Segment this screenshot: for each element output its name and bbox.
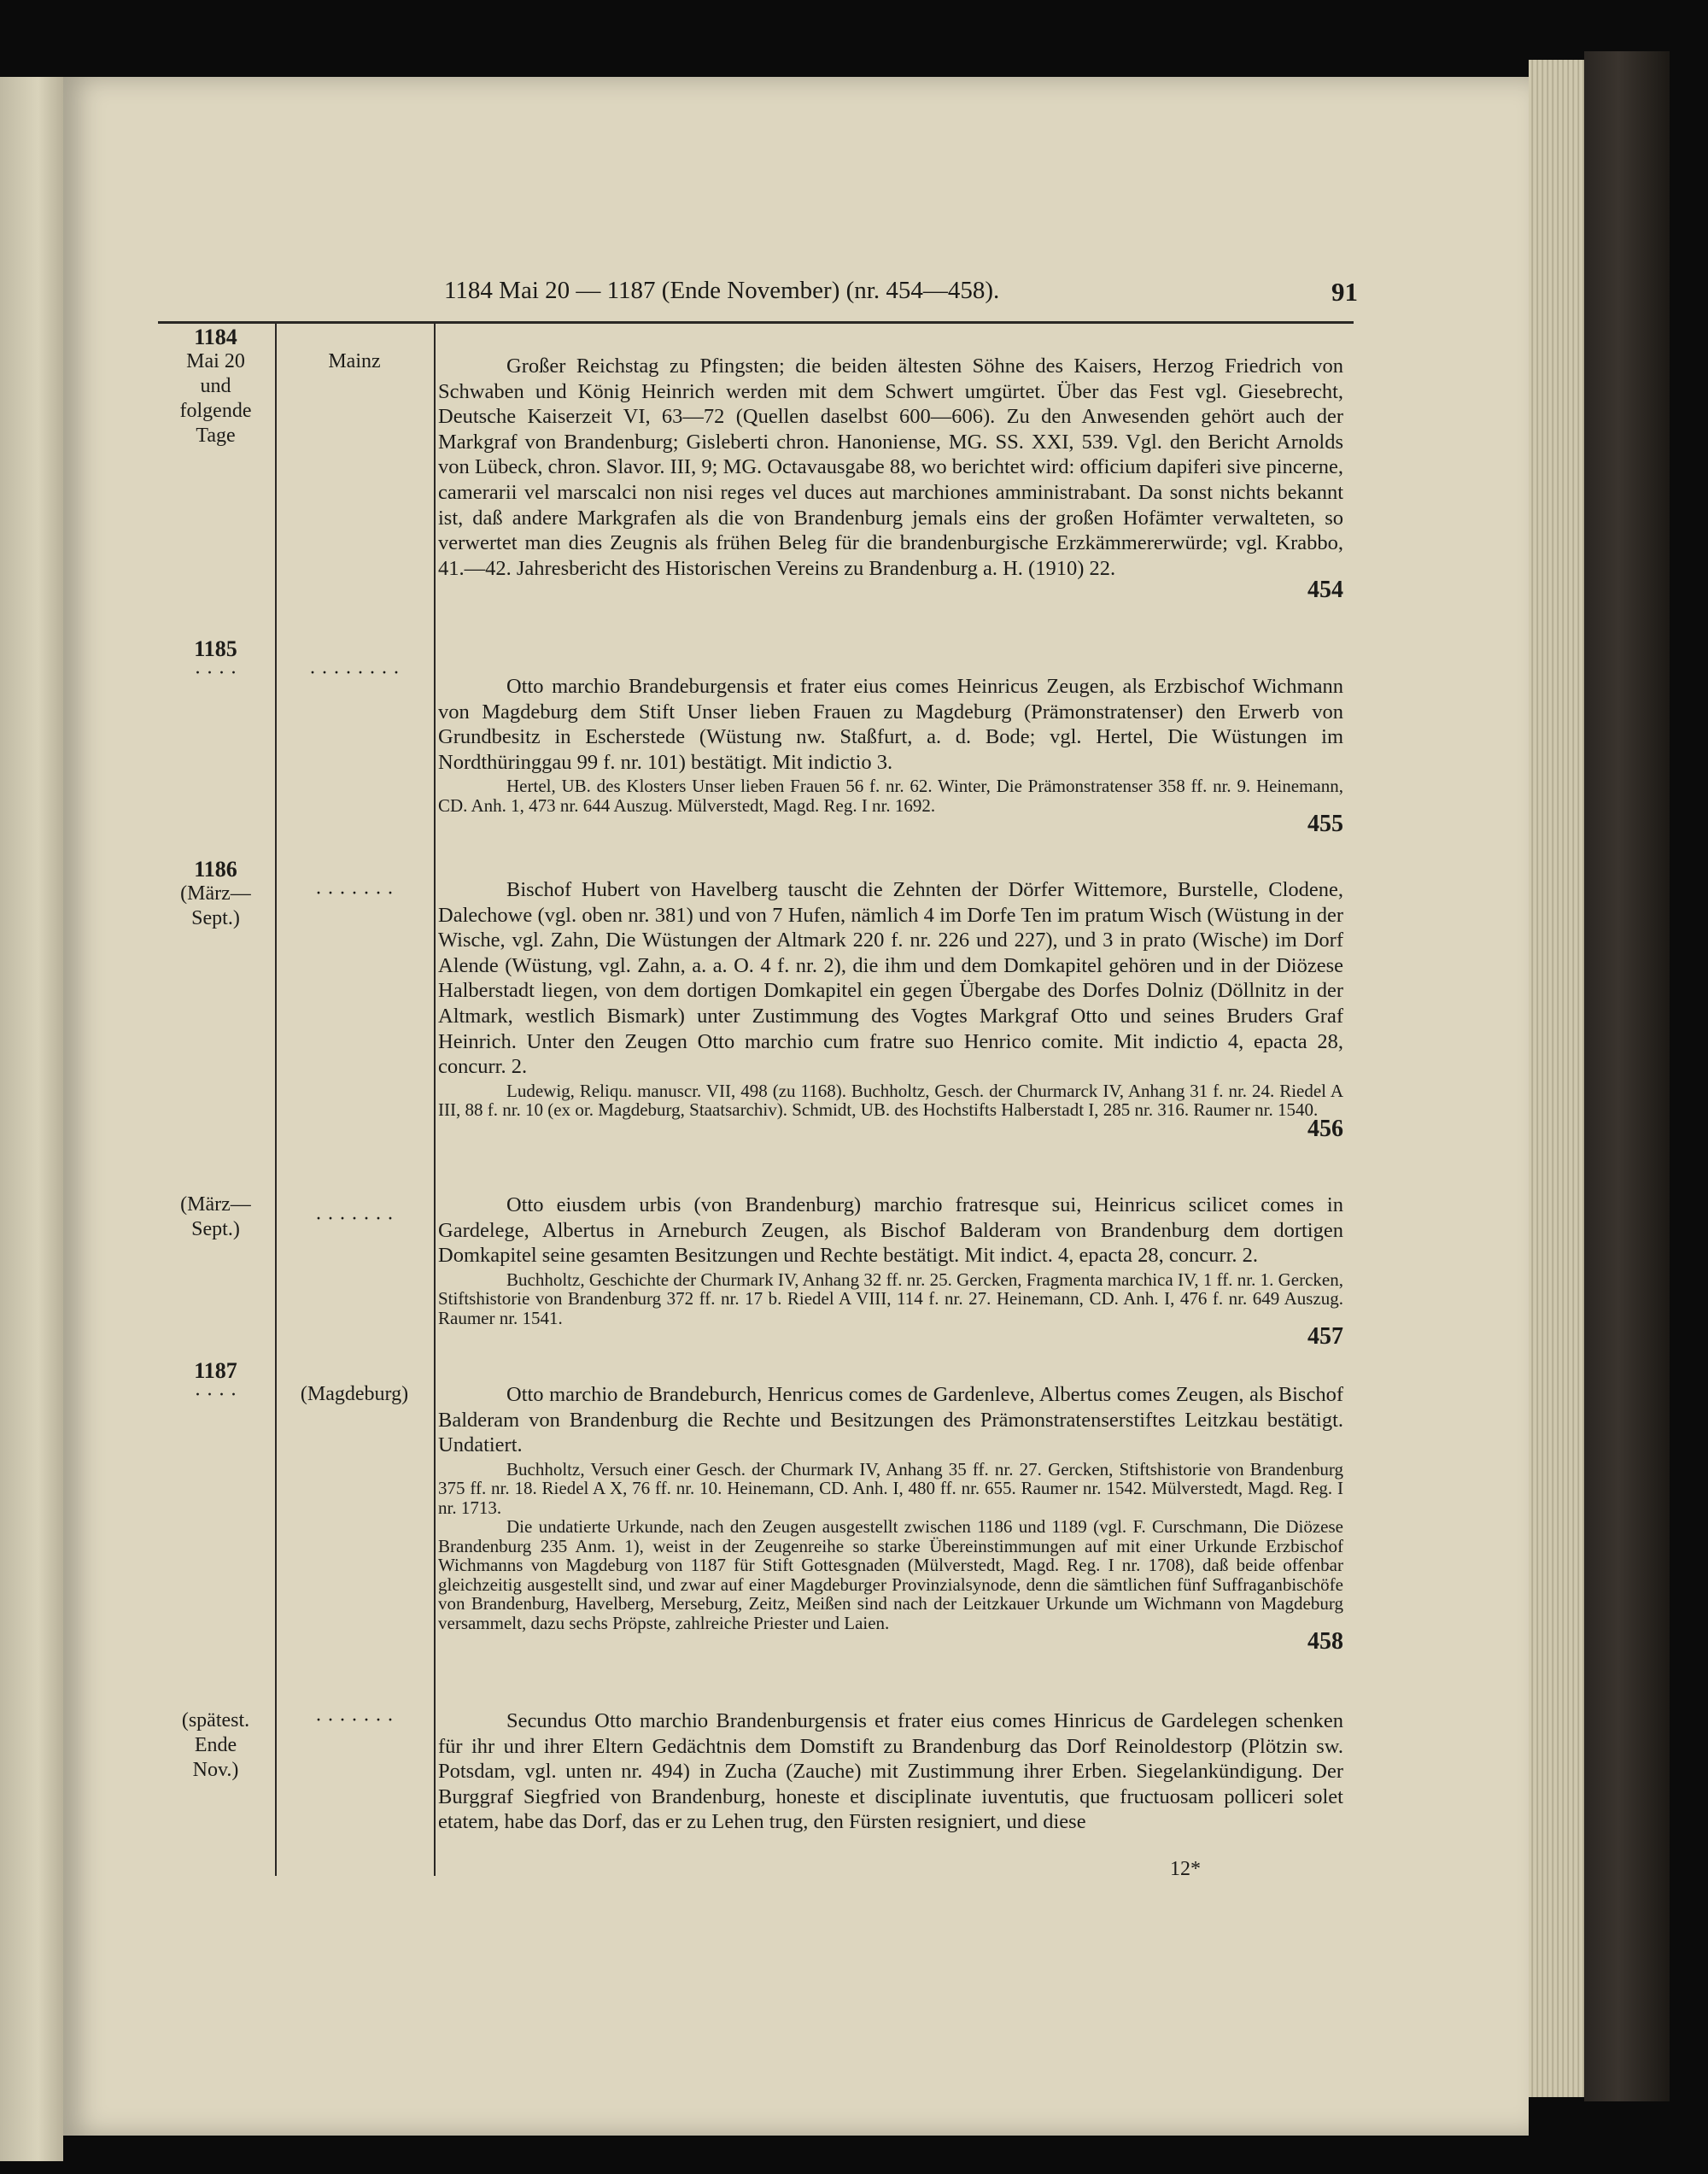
entry-date xyxy=(158,857,273,931)
entry-place: · · · · · · · · xyxy=(309,662,400,684)
date-line: (spätest. xyxy=(181,1709,250,1732)
entry-date xyxy=(158,1358,273,1408)
regest-text: Otto marchio de Brandeburch, Henricus comes de Gardenleve, Albertus comes Zeugen, als Bischof Balderam von Brandenburg die Rechte und Besitzungen des Prämonstratenserstiftes Leitzkau bestätigt. Undatiert. xyxy=(438,1383,1343,1457)
regest-text: Bischof Hubert von Havelberg tauscht die Zehnten der Dörfer Wittemore, Burstelle, Clodene, Dalechowe (vgl. oben nr. 381) und von 7 Hufen, nämlich 4 im Dorfe Ten im pratum Wisch (Wüstung in der Wische, vgl. Zahn, Die Wüstungen der Altmark 220 f. nr. 226 und 227), und 3 in prato (Wische) im Dorf Alende (Wüstung, vgl. Zahn, a. a. O. 4 f. nr. 2), die ihm und dem Domkapitel gehören und in der Diözese Halberstadt liegen, von dem dortigen Domkapitel ein gegen Übergabe des Dorfes Dolniz (Döllnitz in der Altmark, westlich Bismark) unter Zustimmung des Vogtes Markgraf Otto und seines Bruders Graf Heinrich. Unter den Zeugen Otto marchio cum fratre suo Henrico comite. Mit indictio 4, epacta 28, concurr. 2. xyxy=(438,878,1343,1079)
date-line: Mai 20 xyxy=(186,350,245,372)
date-line: (März— xyxy=(180,882,251,905)
date-line: Sept.) xyxy=(191,1218,240,1240)
date-line: Ende xyxy=(194,1734,237,1756)
source-references: Hertel, UB. des Klosters Unser lieben Frauen 56 f. nr. 62. Winter, Die Prämonstratenser 358 ff. nr. 9. Heinemann, CD. Anh. 1, 473 nr. 644 Auszug. Mülverstedt, Magd. Reg. I nr. 1692. xyxy=(438,776,1343,816)
header-rule xyxy=(158,321,1354,324)
date-line: Tage xyxy=(196,425,236,447)
editorial-note: Die undatierte Urkunde, nach den Zeugen ausgestellt zwischen 1186 und 1189 (vgl. F. Curschmann, Die Diözese Brandenburg 235 Anm. 1), weist in der Zeugenreihe so starke Übereinstimmungen auf mit einer Urkunde Erzbischof Wichmanns von Magdeburg von 1187 für Stift Gottesgnaden (Mülverstedt, Magd. Reg. I nr. 1708), daß beide offenbar gleichzeitig ausgestellt sind, und zwar auf einer Magdeburger Provinzialsynode, denn die sämtlichen fünf Suffraganbischöfe von Brandenburg, Havelberg, Merseburg, Zeitz, Meißen sind nach der Leitzkauer Urkunde um Wichmann von Magdeburg versammelt, dazu sechs Pröpste, zahlreiche Priester und Laien. xyxy=(438,1516,1343,1633)
date-line: 1186 xyxy=(194,857,237,882)
facing-page-edge xyxy=(0,77,63,2161)
entry-number: 454 xyxy=(1307,577,1343,604)
date-line: (März— xyxy=(180,1193,251,1216)
signature-mark: 12* xyxy=(1170,1858,1201,1880)
date-line: 1187 xyxy=(194,1358,237,1383)
date-line: Sept.) xyxy=(191,907,240,929)
entry-place: (Magdeburg) xyxy=(300,1383,409,1405)
date-line: · · · · xyxy=(194,1384,237,1406)
page-edges xyxy=(1529,60,1588,2097)
date-line: folgende xyxy=(179,400,252,422)
book-cover xyxy=(1584,51,1670,2101)
source-references: Buchholtz, Geschichte der Churmark IV, Anhang 32 ff. nr. 25. Gercken, Fragmenta marchica IV, 1 ff. nr. 1. Gercken, Stiftshistorie von Brandenburg 372 ff. nr. 17 b. Riedel A VIII, 114 f. nr. 27. Heinemann, CD. Anh. I, 476 f. nr. 649 Auszug. Raumer nr. 1541. xyxy=(438,1269,1343,1328)
regest-text: Secundus Otto marchio Brandenburgensis et frater eius comes Hinricus de Gardelegen schenken für ihr und ihrer Eltern Gedächtnis dem Domstift zu Brandenburg das Dorf Reinoldestorp (Plötzin sw. Potsdam, vgl. unten nr. 494) in Zucha (Zauche) mit Zustimmung ihrer Erben. Siegelankündigung. Der Burggraf Siegfried von Brandenburg, honeste et disciplinate iuventutis, que fructuosam polliceri solet etatem, habe das Dorf, das er zu Lehen trug, den Fürsten resigniert, und diese xyxy=(438,1709,1343,1834)
date-line: 1185 xyxy=(194,636,237,661)
source-references: Ludewig, Reliqu. manuscr. VII, 498 (zu 1168). Buchholtz, Gesch. der Churmarck IV, Anhang 31 f. nr. 24. Riedel A III, 88 f. nr. 10 (ex or. Magdeburg, Staatsarchiv). Schmidt, UB. des Hochstifts Halberstadt I, 285 nr. 316. Raumer nr. 1540. xyxy=(438,1080,1343,1121)
date-line: Nov.) xyxy=(192,1759,239,1781)
entry-number: 458 xyxy=(1307,1628,1343,1655)
entry-number: 456 xyxy=(1307,1115,1343,1142)
column-rule-date xyxy=(275,321,277,1876)
entry-date xyxy=(158,1708,273,1783)
date-line: und xyxy=(200,375,231,397)
source-references: Buchholtz, Versuch einer Gesch. der Churmark IV, Anhang 35 ff. nr. 27. Gercken, Stiftshistorie von Brandenburg 375 ff. nr. 18. Riedel A X, 76 ff. nr. 10. Heinemann, CD. Anh. I, 480 ff. nr. 655. Raumer nr. 1542. Mülverstedt, Magd. Reg. I nr. 1713. xyxy=(438,1458,1343,1518)
entry-date xyxy=(158,325,273,448)
date-line: · · · · xyxy=(194,662,237,684)
entry-place: · · · · · · · xyxy=(315,1208,394,1230)
entry-number: 457 xyxy=(1307,1323,1343,1351)
entry-number: 455 xyxy=(1307,811,1343,838)
entry-place: Mainz xyxy=(328,350,381,372)
entry-place: · · · · · · · xyxy=(315,1709,394,1732)
date-line: 1184 xyxy=(194,325,237,349)
regest-text: Otto eiusdem urbis (von Brandenburg) marchio fratresque sui, Heinricus scilicet comes in Gardelege, Albertus in Arneburch Zeugen, als Bischof Balderam von Brandenburg dem dortigen Domkapitel seine gesamten Besitzungen und Rechte bestätigt. Mit indict. 4, epacta 28, concurr. 2. xyxy=(438,1193,1343,1268)
regest-text: Otto marchio Brandeburgensis et frater eius comes Heinricus Zeugen, als Erzbischof Wichmann von Magdeburg dem Stift Unser lieben Frauen zu Magdeburg (Prämonstratenser) den Erwerb von Grundbesitz in Escherstede (Wüstung nw. Staßfurt, a. d. Bode; vgl. Hertel, Die Wüstungen im Nordthüringgau 99 f. nr. 101) bestätigt. Mit indictio 3. xyxy=(438,675,1343,774)
entry-place: · · · · · · · xyxy=(315,882,394,905)
regest-text: Großer Reichstag zu Pfingsten; die beiden ältesten Söhne des Kaisers, Herzog Friedrich von Schwaben und König Heinrich werden mit dem Schwert umgürtet. Über das Fest vgl. Giesebrecht, Deutsche Kaiserzeit VI, 63—72 (Quellen daselbst 600—606). Zu den Anwesenden gehört auch der Markgraf von Brandenburg; Gisleberti chron. Hanoniense, MG. SS. XXI, 539. Vgl. den Bericht Arnolds von Lübeck, chron. Slavor. III, 9; MG. Octavausgabe 88, wo berichtet wird: officium dapiferi sive pincerne, camerarii vel marscalci non nisi reges vel duces aut marchiones amministrabant. Da sonst nichts bekannt ist, daß andere Markgrafen als die von Brandenburg jemals eins der großen Hofämter verwalteten, so verwertet man dies Zeugnis als frühen Beleg für die brandenburgische Erzkämmererwürde; vgl. Krabbo, 41.—42. Jahresbericht des Historischen Vereins zu Brandenburg a. H. (1910) 22. xyxy=(438,355,1343,580)
running-head: 1184 Mai 20 — 1187 (Ende November) (nr. 454—458). xyxy=(444,277,1000,304)
column-rule-place xyxy=(434,321,436,1876)
entry-date xyxy=(158,636,273,686)
page-number: 91 xyxy=(1331,277,1358,307)
entry-date xyxy=(158,1192,273,1242)
